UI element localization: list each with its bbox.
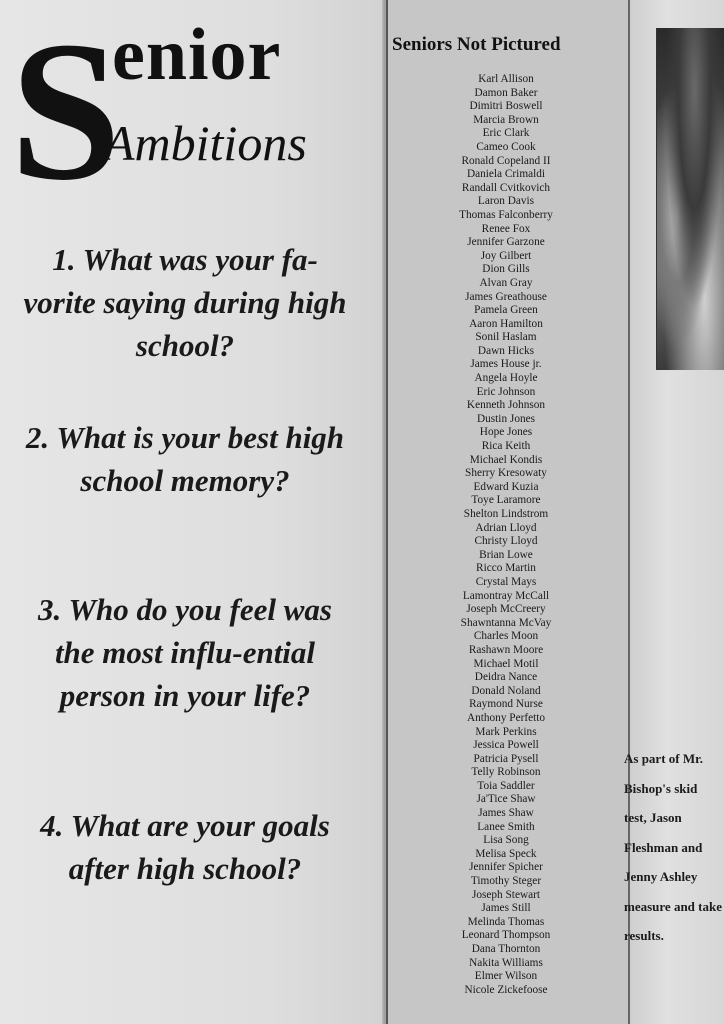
senior-name: Dustin Jones — [476, 412, 536, 425]
senior-name: Ricco Martin — [476, 562, 536, 575]
title-initial: S — [10, 1, 122, 222]
senior-name: Raymond Nurse — [469, 698, 543, 711]
senior-name: Dimitri Boswell — [469, 100, 543, 113]
senior-name: Melisa Speck — [475, 847, 537, 860]
senior-name: Michael Kondis — [469, 453, 543, 466]
senior-name: Melinda Thomas — [467, 915, 545, 928]
names-list — [388, 73, 624, 997]
senior-name: Toye Laramore — [471, 494, 541, 507]
senior-name: Toia Saddler — [477, 779, 535, 792]
senior-name: Dawn Hicks — [477, 344, 535, 357]
question-2: 2. What is your best high school memory? — [25, 420, 345, 498]
question-4: 4. What are your goals after high school? — [40, 808, 330, 886]
senior-name: Aaron Hamilton — [469, 317, 543, 330]
seniors-not-pictured-panel — [386, 0, 630, 1024]
senior-name: Donald Noland — [471, 684, 541, 697]
senior-name: Hope Jones — [479, 426, 533, 439]
senior-name: Lanee Smith — [477, 820, 535, 833]
senior-name: Edward Kuzia — [473, 480, 539, 493]
senior-name: Damon Baker — [474, 86, 538, 99]
senior-name: Adrian Lloyd — [475, 521, 537, 534]
senior-name: Jennifer Garzone — [467, 236, 545, 249]
senior-name: Jessica Powell — [473, 739, 539, 752]
senior-name: Mark Perkins — [475, 725, 537, 738]
senior-name: Pamela Green — [474, 304, 538, 317]
question-1: 1. What was your fa-vorite saying during high school? — [23, 242, 347, 363]
senior-name: Joy Gilbert — [480, 249, 532, 262]
senior-name: Eric Johnson — [476, 385, 536, 398]
senior-name: James Shaw — [478, 807, 534, 820]
senior-name: Cameo Cook — [476, 140, 536, 153]
senior-name: Dana Thornton — [471, 943, 541, 955]
senior-name: Deidra Nance — [474, 671, 538, 684]
senior-name: James Greathouse — [465, 290, 547, 303]
title-ambitions: Ambitions — [104, 115, 307, 171]
senior-name: Alvan Gray — [479, 276, 533, 289]
senior-name: Rashawn Moore — [468, 643, 544, 656]
senior-name: Leonard Thompson — [461, 929, 551, 942]
senior-name: Elmer Wilson — [474, 970, 538, 983]
senior-name: James Still — [481, 902, 531, 915]
senior-name: Marcia Brown — [473, 113, 539, 126]
senior-name: Kenneth Johnson — [466, 399, 546, 412]
senior-name: Ronald Copeland II — [461, 154, 551, 167]
photo — [656, 28, 724, 370]
senior-name: Nicole Zickefoose — [464, 983, 548, 996]
senior-name: Crystal Mays — [475, 575, 537, 588]
senior-name: Patricia Pysell — [473, 752, 539, 765]
senior-name: Randall Cvitkovich — [461, 181, 551, 194]
senior-name: Karl Allison — [478, 73, 534, 85]
senior-name: James House jr. — [470, 358, 542, 371]
senior-name: Renee Fox — [481, 222, 531, 235]
senior-name: Sonil Haslam — [475, 331, 537, 344]
senior-name: Lamontray McCall — [462, 589, 550, 602]
senior-name: Timothy Steger — [470, 875, 542, 888]
senior-name: Laron Davis — [477, 195, 535, 208]
senior-name: Daniela Crimaldi — [466, 168, 546, 181]
question-3: 3. Who do you feel was the most influ-ential person in your life? — [38, 592, 332, 713]
senior-name: Christy Lloyd — [474, 535, 538, 548]
senior-name: Shelton Lindstrom — [463, 508, 549, 520]
senior-name: Dion Gills — [482, 263, 530, 276]
senior-name: Anthony Perfetto — [466, 711, 546, 724]
panel-heading: Seniors Not Pictured — [392, 34, 561, 55]
senior-name: Nakita Williams — [469, 956, 543, 969]
senior-name: Telly Robinson — [471, 766, 541, 779]
senior-name: Thomas Falconberry — [459, 208, 553, 221]
senior-name: Michael Motil — [473, 657, 539, 670]
photo-caption: As part of Mr. Bishop's skid test, Jason Fleshman and Jenny Ashley measure and take results. — [624, 751, 722, 943]
senior-name: Ja'Tice Shaw — [476, 793, 536, 806]
senior-name: Joseph Stewart — [471, 888, 541, 901]
senior-name: Angela Hoyle — [474, 372, 538, 385]
title-senior: enior — [112, 14, 282, 96]
senior-name: Shawntanna McVay — [460, 616, 552, 629]
senior-name: Lisa Song — [483, 834, 529, 847]
senior-name: Brian Lowe — [479, 548, 533, 561]
senior-name: Charles Moon — [473, 630, 539, 643]
senior-name: Rica Keith — [481, 440, 531, 453]
senior-name: Eric Clark — [482, 127, 530, 140]
senior-name: Jennifer Spicher — [469, 861, 543, 874]
senior-name: Joseph McCreery — [466, 603, 546, 616]
senior-name: Sherry Kresowaty — [465, 467, 547, 480]
